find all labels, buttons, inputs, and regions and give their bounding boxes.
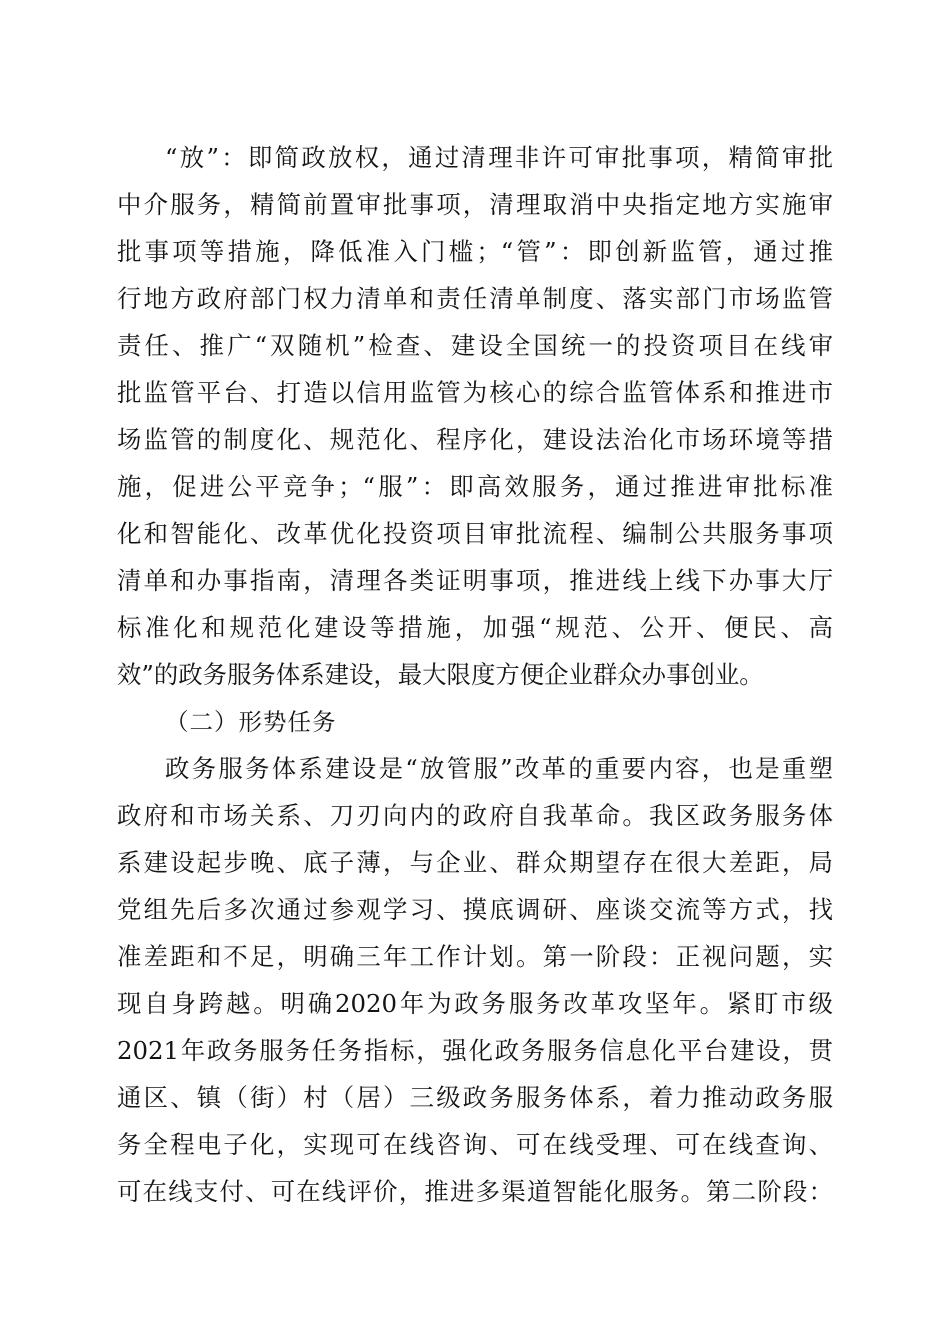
paragraph-1-line-3: 批事项等措施，降低准入门槛；“管”：即创新监管，通过推 [117,237,833,266]
paragraph-1-line-8: 施，促进公平竞争；“服”：即高效服务，通过推进审批标准 [117,472,833,501]
paragraph-1-line-6: 批监管平台、打造以信用监管为核心的综合监管体系和推进市 [117,378,833,407]
paragraph-2-line-10: 可在线支付、可在线评价，推进多渠道智能化服务。第二阶段： [117,1177,833,1206]
paragraph-1-line-12: 效”的政务服务体系建设，最大限度方便企业群众办事创业。 [117,660,764,689]
paragraph-1-line-7: 场监管的制度化、规范化、程序化，建设法治化市场环境等措 [117,425,833,454]
paragraph-2-line-9: 务全程电子化，实现可在线咨询、可在线受理、可在线查询、 [117,1130,833,1159]
paragraph-1-line-1: “放”：即简政放权，通过清理非许可审批事项，精简审批 [165,143,833,172]
paragraph-2-line-1: 政务服务体系建设是“放管服”改革的重要内容，也是重塑 [165,754,833,783]
section-heading: （二）形势任务 [165,708,337,736]
paragraph-1-line-11: 标准化和规范化建设等措施，加强“规范、公开、便民、高 [117,613,833,642]
paragraph-2-line-4: 党组先后多次通过参观学习、摸底调研、座谈交流等方式，找 [117,895,833,924]
paragraph-1-line-10: 清单和办事指南，清理各类证明事项，推进线上线下办事大厅 [117,566,833,595]
paragraph-1-line-5: 责任、推广“双随机”检查、建设全国统一的投资项目在线审 [117,331,833,360]
paragraph-2-line-2: 政府和市场关系、刀刃向内的政府自我革命。我区政务服务体 [117,801,833,830]
paragraph-1-line-2: 中介服务，精简前置审批事项，清理取消中央指定地方实施审 [117,190,833,219]
paragraph-2-line-8: 通区、镇（街）村（居）三级政务服务体系，着力推动政务服 [117,1083,833,1112]
paragraph-1-line-9: 化和智能化、改革优化投资项目审批流程、编制公共服务事项 [117,519,833,548]
paragraph-2-line-6: 现自身跨越。明确2020年为政务服务改革攻坚年。紧盯市级 [117,989,833,1018]
paragraph-2-line-3: 系建设起步晚、底子薄，与企业、群众期望存在很大差距，局 [117,848,833,877]
paragraph-1-line-4: 行地方政府部门权力清单和责任清单制度、落实部门市场监管 [117,284,833,313]
paragraph-2-line-7: 2021年政务服务任务指标，强化政务服务信息化平台建设，贯 [117,1036,833,1065]
paragraph-2-line-5: 准差距和不足，明确三年工作计划。第一阶段：正视问题，实 [117,942,833,971]
